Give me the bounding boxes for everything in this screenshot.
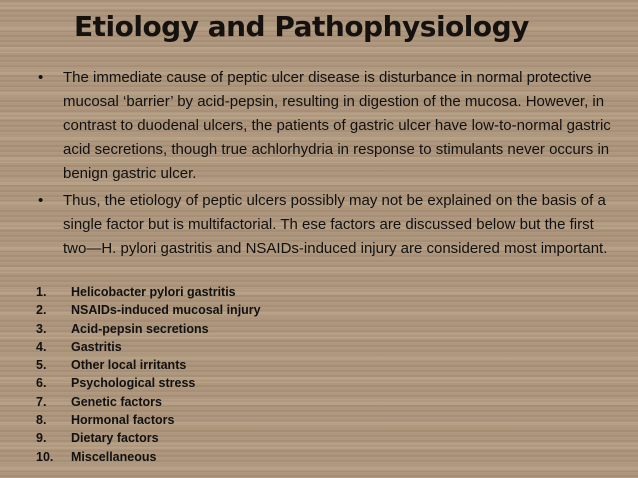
factor-label: Genetic factors <box>71 394 163 409</box>
bullet-item <box>38 189 618 261</box>
factor-label: Acid-pepsin secretions <box>71 321 209 336</box>
factor-label: Dietary factors <box>71 431 159 446</box>
factor-number: 5. <box>36 358 47 373</box>
factor-number: 1. <box>36 285 47 299</box>
factor-item <box>36 374 261 392</box>
factor-number: 4. <box>36 339 47 354</box>
factor-item <box>36 411 261 429</box>
factor-number: 10. <box>36 449 54 464</box>
factor-item <box>36 338 261 356</box>
factor-item <box>36 301 261 319</box>
bullet-icon: • <box>38 192 44 209</box>
factor-number: 8. <box>36 413 47 428</box>
factor-label: Helicobacter pylori gastritis <box>71 285 236 299</box>
factor-item <box>36 320 261 338</box>
factor-list <box>36 283 261 466</box>
factor-number: 9. <box>36 431 47 446</box>
factor-number: 6. <box>36 376 47 391</box>
factor-item <box>36 429 261 447</box>
factor-number: 3. <box>36 321 47 336</box>
factor-number: 7. <box>36 394 47 409</box>
factor-number: 2. <box>36 303 47 318</box>
factor-item <box>36 356 261 374</box>
bullet-list <box>38 66 618 264</box>
factor-item <box>36 393 261 411</box>
factor-item <box>36 448 261 466</box>
factor-label: Miscellaneous <box>71 449 157 464</box>
factor-label: Other local irritants <box>71 358 187 373</box>
factor-label: Hormonal factors <box>71 413 175 428</box>
factor-label: NSAIDs-induced mucosal injury <box>71 303 261 318</box>
slide-title: Etiology and Pathophysiology <box>74 10 529 43</box>
bullet-item <box>38 66 618 186</box>
bullet-text: Thus, the etiology of peptic ulcers possibly may not be explained on the basis of a single factor but is multifactorial. Th ese factors are discussed below but the first two—H. pylori gastritis and NSAIDs-induced injury are considered most important. <box>63 192 608 257</box>
bullet-icon: • <box>38 69 44 86</box>
factor-item <box>36 283 261 301</box>
bullet-text: The immediate cause of peptic ulcer disease is disturbance in normal protective mucosal ‘barrier’ by acid-pepsin, resulting in digestion of the mucosa. However, in contrast to duodenal ulcers, the patients of gastric ulcer have low-to-normal gastric acid secretions, though true achlorhydria in response to stimulants never occurs in benign gastric ulcer. <box>63 69 611 182</box>
factor-label: Gastritis <box>71 339 122 354</box>
factor-label: Psychological stress <box>71 376 196 391</box>
